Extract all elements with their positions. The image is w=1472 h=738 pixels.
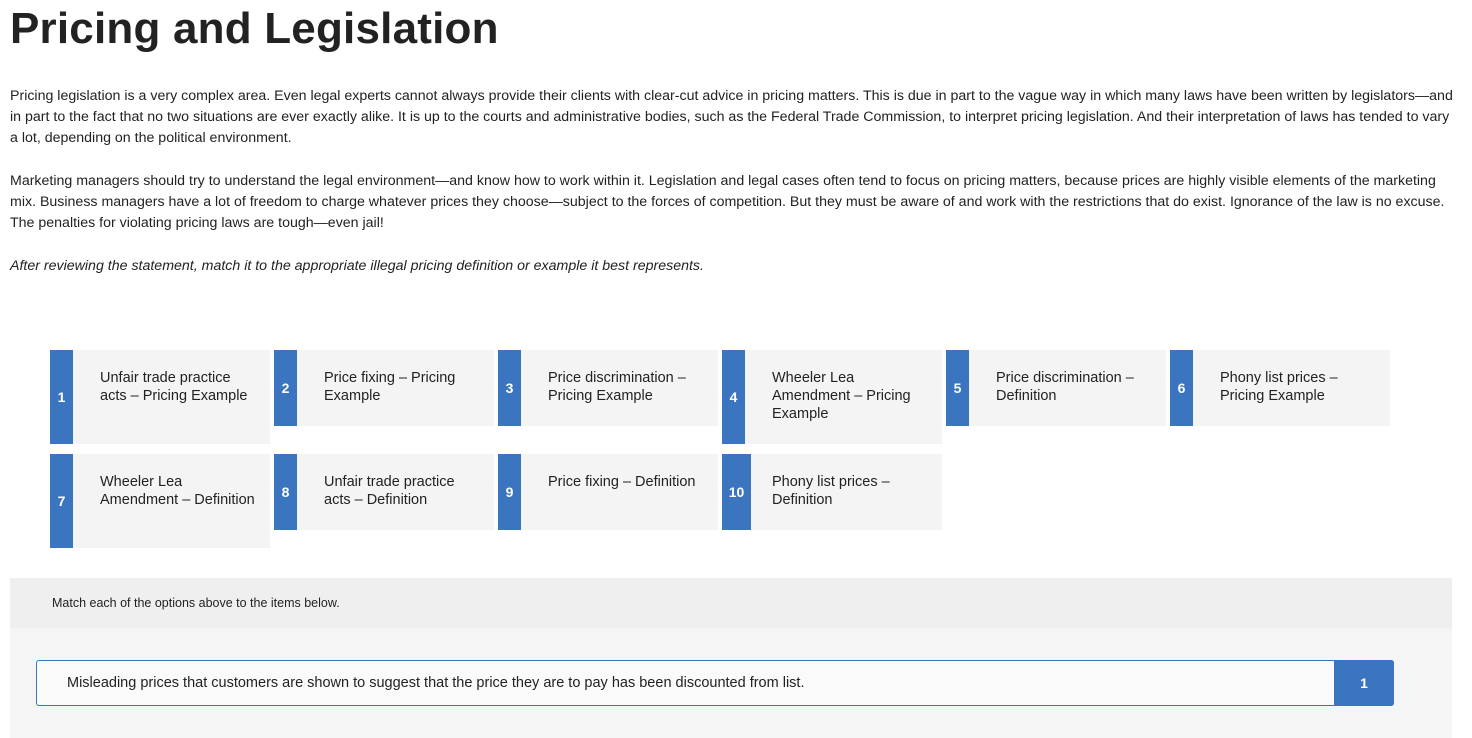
- match-item-statement: Misleading prices that customers are shown to suggest that the price they are to pay has been discounted from list.: [67, 675, 805, 691]
- match-item-row[interactable]: [36, 660, 1394, 706]
- option-label: Wheeler Lea Amendment – Definition: [100, 474, 255, 508]
- option-number: 8: [274, 454, 297, 530]
- option-card[interactable]: [50, 454, 270, 548]
- option-label: Price discrimination – Pricing Example: [548, 370, 686, 404]
- option-number: 7: [50, 454, 73, 548]
- page-title: Pricing and Legislation: [10, 4, 499, 53]
- option-label: Phony list prices – Pricing Example: [1220, 370, 1338, 404]
- option-label: Price discrimination – Definition: [996, 370, 1134, 404]
- option-number: 10: [722, 454, 751, 530]
- option-label: Price fixing – Pricing Example: [324, 370, 456, 404]
- option-number: 5: [946, 350, 969, 426]
- option-number: 6: [1170, 350, 1193, 426]
- option-card[interactable]: [722, 454, 942, 530]
- match-drop-slot[interactable]: 1: [1334, 660, 1394, 706]
- option-number: 9: [498, 454, 521, 530]
- option-card[interactable]: [498, 350, 718, 426]
- option-number: 4: [722, 350, 745, 444]
- match-instruction: Match each of the options above to the items below.: [52, 596, 340, 610]
- option-label: Unfair trade practice acts – Definition: [324, 474, 455, 508]
- option-card[interactable]: [722, 350, 942, 444]
- instruction-text: After reviewing the statement, match it to the appropriate illegal pricing definition or example it best represents.: [10, 258, 704, 274]
- option-label: Phony list prices – Definition: [772, 474, 890, 508]
- option-card[interactable]: [274, 350, 494, 426]
- intro-paragraph-2: Marketing managers should try to understand the legal environment—and know how to work within it. Legislation and legal cases often tend to focus on pricing matters, because prices are highly visible elements of the marketing mix. Business managers have a lot of freedom to charge whatever prices they choose—subject to the forces of competition. But they must be aware of and work with the restrictions that do exist. Ignorance of the law is no excuse. The penalties for violating pricing laws are tough—even jail!: [10, 173, 1445, 231]
- option-card[interactable]: [50, 350, 270, 444]
- option-card[interactable]: [498, 454, 718, 530]
- intro-paragraph-1: Pricing legislation is a very complex area. Even legal experts cannot always provide their clients with clear-cut advice in pricing matters. This is due in part to the vague way in which many laws have been written by legislators—and in part to the fact that no two situations are ever exactly alike. It is up to the courts and administrative bodies, such as the Federal Trade Commission, to interpret pricing legislation. And their interpretation of laws has tended to vary a lot, depending on the political environment.: [10, 88, 1453, 146]
- option-card[interactable]: [1170, 350, 1390, 426]
- option-label: Wheeler Lea Amendment – Pricing Example: [772, 370, 911, 422]
- option-label: Unfair trade practice acts – Pricing Example: [100, 370, 248, 404]
- option-card[interactable]: [946, 350, 1166, 426]
- option-label: Price fixing – Definition: [548, 474, 696, 490]
- option-number: 2: [274, 350, 297, 426]
- option-number: 1: [50, 350, 73, 444]
- option-card[interactable]: [274, 454, 494, 530]
- option-number: 3: [498, 350, 521, 426]
- match-header: [10, 578, 1452, 628]
- match-area: [10, 578, 1452, 738]
